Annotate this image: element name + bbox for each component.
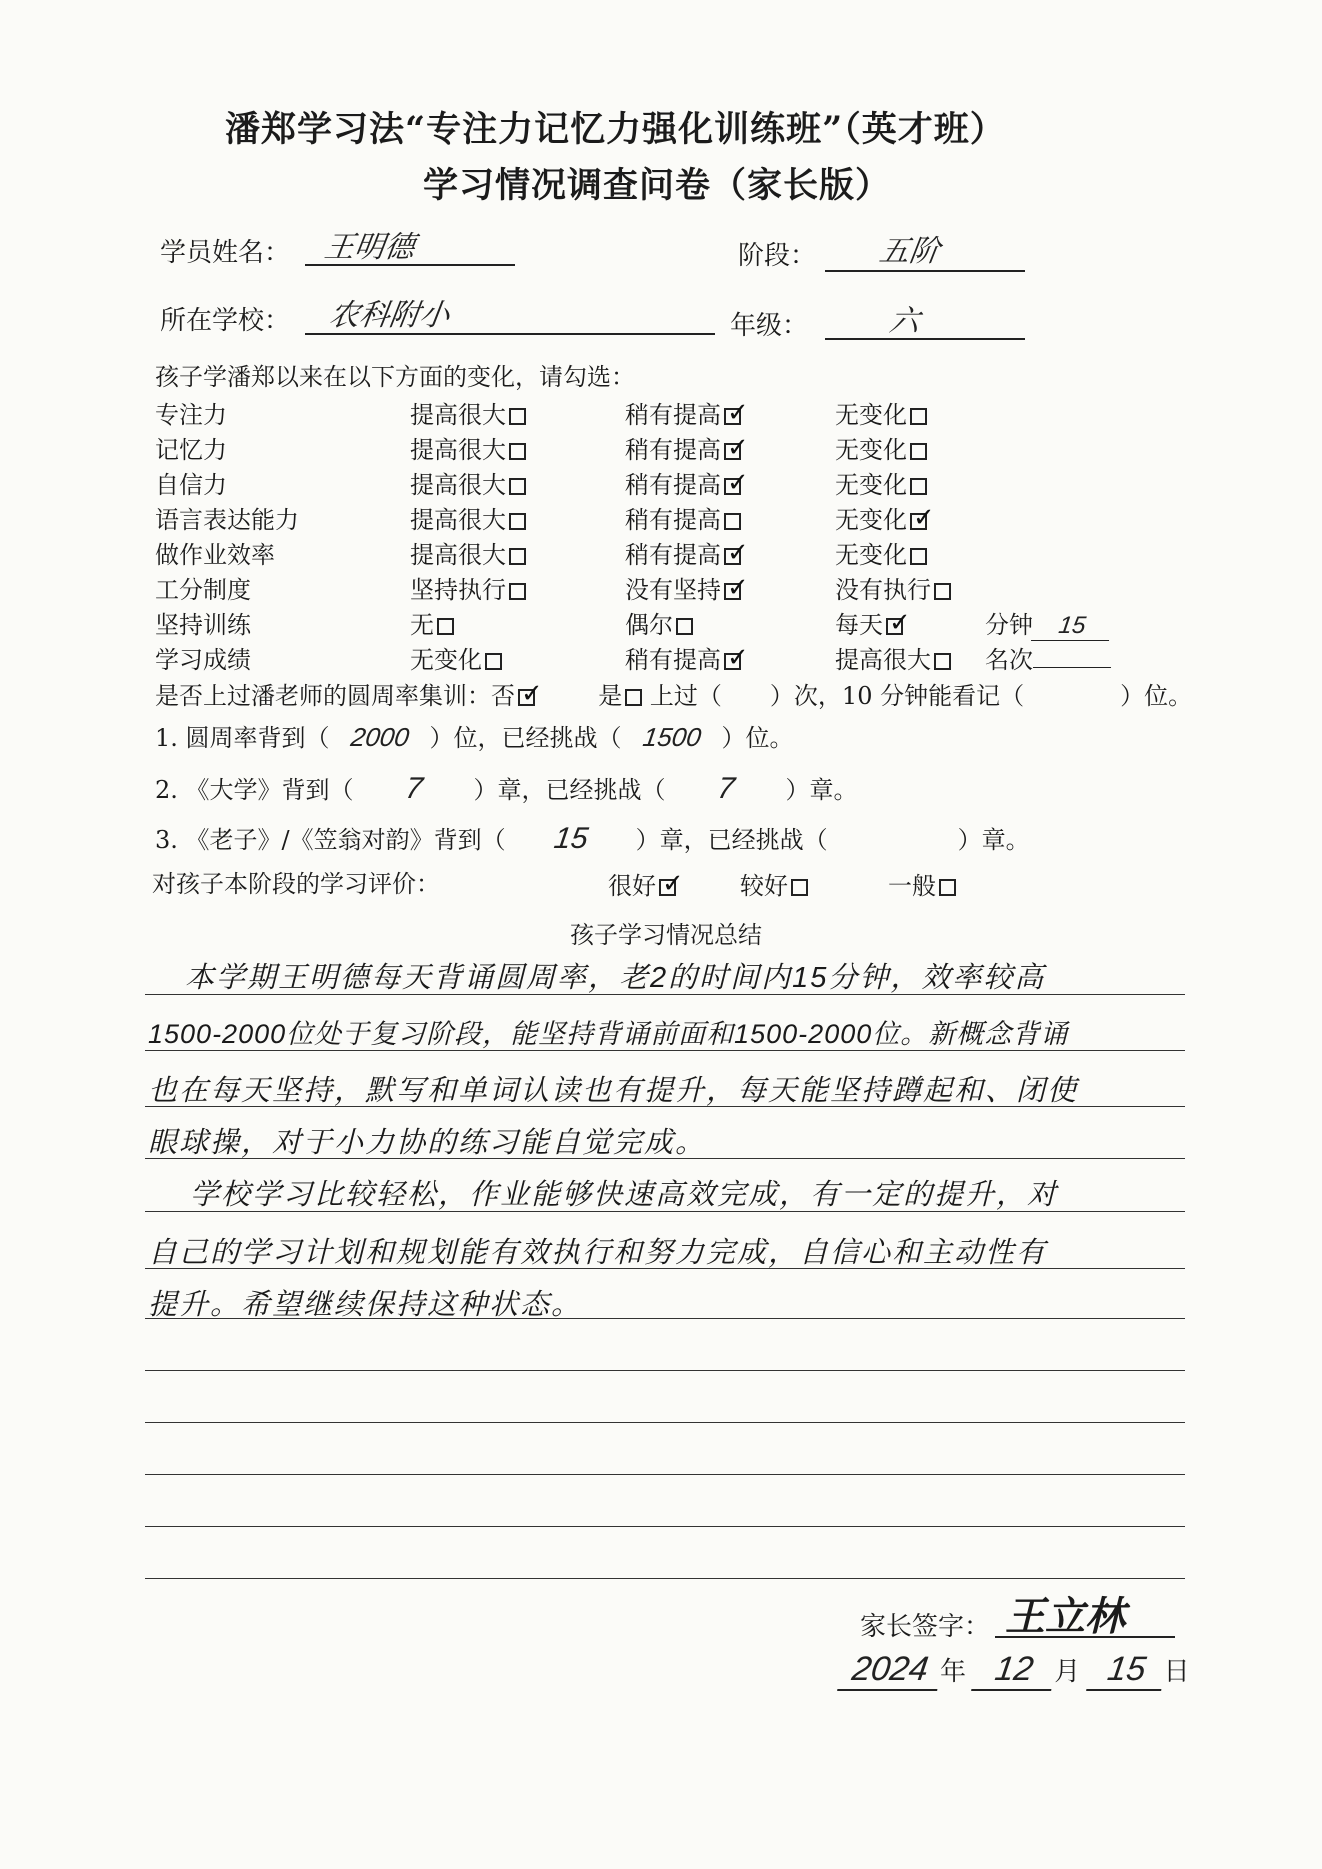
change-row-0-opt1 bbox=[410, 395, 526, 430]
option-label: 偶尔 bbox=[625, 611, 673, 639]
summary-line: 眼球操，对于小力协的练习能自觉完成。 bbox=[148, 1127, 707, 1159]
q1-middle: ）位，已经挑战（ bbox=[429, 724, 622, 752]
option-checkbox[interactable] bbox=[910, 443, 927, 460]
change-row-3-opt1 bbox=[410, 500, 526, 535]
option-label: 稍有提高 bbox=[625, 436, 721, 464]
name-underline bbox=[305, 264, 515, 266]
summary-rule bbox=[145, 1370, 1185, 1371]
q3-prefix: 3. 《老子》/《笠翁对韵》背到（ bbox=[155, 826, 506, 854]
change-row-label: 坚持训练 bbox=[155, 611, 251, 639]
option-checkbox[interactable] bbox=[724, 583, 741, 600]
change-row-4-opt2 bbox=[625, 535, 741, 570]
change-row-4-opt3 bbox=[835, 535, 927, 570]
q2-prefix: 2. 《大学》背到（ bbox=[155, 776, 354, 804]
summary-rule bbox=[145, 1526, 1185, 1527]
change-row-1-opt1 bbox=[410, 430, 526, 465]
option-label: 提高很大 bbox=[410, 541, 506, 569]
change-row-3-label bbox=[155, 500, 299, 535]
laozi-recited-value[interactable]: 15 bbox=[551, 822, 590, 855]
summary-rule bbox=[145, 1578, 1185, 1579]
name-label: 学员姓名： bbox=[160, 238, 291, 268]
eval-option-good bbox=[608, 866, 676, 901]
summary-rule bbox=[145, 1158, 1185, 1159]
eval-good-label: 很好 bbox=[608, 872, 656, 900]
summary-rule bbox=[145, 1106, 1185, 1107]
option-label: 提高很大 bbox=[410, 436, 506, 464]
change-row-0-label bbox=[155, 395, 227, 430]
stage-underline bbox=[825, 270, 1025, 272]
change-row-1-label bbox=[155, 430, 227, 465]
option-checkbox[interactable] bbox=[509, 478, 526, 495]
change-row-label: 做作业效率 bbox=[155, 541, 275, 569]
option-label: 稍有提高 bbox=[625, 646, 721, 674]
option-label: 提高很大 bbox=[410, 506, 506, 534]
summary-line: 本学期王明德每天背诵圆周率，老2的时间内15分钟，效率较高 bbox=[185, 962, 1046, 994]
date-month[interactable]: 12 bbox=[971, 1650, 1057, 1691]
change-row-3-opt2 bbox=[625, 500, 741, 535]
option-checkbox[interactable] bbox=[509, 408, 526, 425]
eval-good-checkbox[interactable] bbox=[659, 879, 676, 896]
year-unit: 年 bbox=[940, 1657, 967, 1687]
option-label: 稍有提高 bbox=[625, 401, 721, 429]
change-row-0-opt2 bbox=[625, 395, 741, 430]
option-label: 无变化 bbox=[835, 436, 907, 464]
change-row-5-label bbox=[155, 570, 251, 605]
daxue-recited-value[interactable]: 7 bbox=[402, 772, 425, 805]
change-row-label: 工分制度 bbox=[155, 576, 251, 604]
grade-underline bbox=[825, 338, 1025, 340]
change-row-2-label bbox=[155, 465, 227, 500]
parent-signature[interactable]: 王立林 bbox=[1005, 1595, 1125, 1639]
option-checkbox[interactable] bbox=[934, 583, 951, 600]
pi-yes-label: 是 bbox=[598, 682, 623, 710]
form-subtitle: 学习情况调查问卷（家长版） bbox=[423, 165, 892, 206]
option-label: 稍有提高 bbox=[625, 471, 721, 499]
option-label: 提高很大 bbox=[835, 646, 931, 674]
option-checkbox[interactable] bbox=[437, 618, 454, 635]
option-label: 无变化 bbox=[835, 401, 907, 429]
option-label: 提高很大 bbox=[410, 401, 506, 429]
change-row-0-opt3 bbox=[835, 395, 927, 430]
change-row-5-opt2 bbox=[625, 570, 741, 605]
pi-training-row bbox=[155, 676, 1192, 711]
option-label: 无变化 bbox=[835, 541, 907, 569]
stage-label: 阶段： bbox=[738, 241, 817, 271]
change-row-label: 学习成绩 bbox=[155, 646, 251, 674]
option-label: 没有坚持 bbox=[625, 576, 721, 604]
summary-line: 学校学习比较轻松，作业能够快速高效完成，有一定的提升，对 bbox=[190, 1179, 1059, 1211]
change-row-2-opt3 bbox=[835, 465, 927, 500]
change-row-label: 自信力 bbox=[155, 471, 227, 499]
option-label: 坚持执行 bbox=[410, 576, 506, 604]
q3-middle: ）章，已经挑战（ bbox=[635, 826, 828, 854]
option-label: 无变化 bbox=[835, 471, 907, 499]
eval-average-label: 一般 bbox=[888, 872, 936, 900]
option-label: 稍有提高 bbox=[625, 506, 721, 534]
q2-suffix: ）章。 bbox=[785, 776, 858, 804]
change-row-6-label bbox=[155, 605, 251, 640]
month-unit: 月 bbox=[1054, 1657, 1081, 1687]
eval-option-average bbox=[888, 866, 956, 901]
option-label: 无变化 bbox=[410, 646, 482, 674]
option-checkbox[interactable] bbox=[724, 408, 741, 425]
grade-label: 年级： bbox=[730, 311, 809, 341]
change-row-label: 专注力 bbox=[155, 401, 227, 429]
eval-fair-label: 较好 bbox=[740, 872, 788, 900]
school-value[interactable]: 农科附小 bbox=[327, 299, 452, 332]
option-checkbox[interactable] bbox=[910, 513, 927, 530]
name-value[interactable]: 王明德 bbox=[322, 231, 417, 264]
option-checkbox[interactable] bbox=[724, 443, 741, 460]
pi-recited-value[interactable]: 2000 bbox=[348, 722, 411, 752]
summary-rule bbox=[145, 994, 1185, 995]
school-label: 所在学校： bbox=[160, 306, 291, 336]
summary-rule bbox=[145, 1318, 1185, 1319]
option-checkbox[interactable] bbox=[910, 408, 927, 425]
change-row-5-opt1 bbox=[410, 570, 526, 605]
option-checkbox[interactable] bbox=[724, 653, 741, 670]
option-label: 没有执行 bbox=[835, 576, 931, 604]
change-row-1-opt3 bbox=[835, 430, 927, 465]
option-label: 每天 bbox=[835, 611, 883, 639]
option-checkbox[interactable] bbox=[509, 583, 526, 600]
signature-underline bbox=[995, 1636, 1175, 1638]
q1-suffix: ）位。 bbox=[721, 724, 794, 752]
recitation-q3 bbox=[155, 820, 1030, 856]
recitation-q1 bbox=[155, 718, 794, 753]
summary-line: 1500-2000位处于复习阶段，能坚持背诵前面和1500-2000位。新概念背诵 bbox=[148, 1019, 1069, 1049]
q3-suffix: ）章。 bbox=[957, 826, 1030, 854]
option-label: 无变化 bbox=[835, 506, 907, 534]
option-label: 稍有提高 bbox=[625, 541, 721, 569]
change-row-label: 记忆力 bbox=[155, 436, 227, 464]
change-row-3-opt3 bbox=[835, 500, 927, 535]
eval-fair-checkbox[interactable] bbox=[791, 879, 808, 896]
extra-label: 名次 bbox=[985, 646, 1033, 674]
option-label: 提高很大 bbox=[410, 471, 506, 499]
stage-value[interactable]: 五阶 bbox=[877, 235, 942, 268]
change-row-7-label bbox=[155, 640, 251, 675]
q1-prefix: 1. 圆周率背到（ bbox=[155, 724, 330, 752]
summary-rule bbox=[145, 1268, 1185, 1269]
change-row-6-opt2 bbox=[625, 605, 693, 640]
evaluation-label: 对孩子本阶段的学习评价： bbox=[152, 870, 440, 898]
summary-rule bbox=[145, 1474, 1185, 1475]
option-checkbox[interactable] bbox=[724, 513, 741, 530]
extra-label: 分钟 bbox=[985, 611, 1033, 639]
option-checkbox[interactable] bbox=[509, 548, 526, 565]
change-row-7-extra bbox=[985, 640, 1111, 675]
change-row-7-opt3 bbox=[835, 640, 951, 675]
changes-intro: 孩子学潘郑以来在以下方面的变化，请勾选： bbox=[155, 363, 635, 391]
school-underline bbox=[305, 333, 715, 335]
pi-training-question: 是否上过潘老师的圆周率集训：否 bbox=[155, 682, 515, 710]
date-day[interactable]: 15 bbox=[1086, 1650, 1167, 1691]
date-row bbox=[840, 1650, 1190, 1691]
pi-training-rest: 上过（ ）次，10 分钟能看记（ ）位。 bbox=[649, 682, 1193, 710]
change-row-4-label bbox=[155, 535, 275, 570]
change-row-6-opt3 bbox=[835, 605, 903, 640]
change-row-7-opt1 bbox=[410, 640, 502, 675]
eval-average-checkbox[interactable] bbox=[939, 879, 956, 896]
change-row-5-opt3 bbox=[835, 570, 951, 605]
summary-line: 也在每天坚持，默写和单词认读也有提升，每天能坚持蹲起和、闭使 bbox=[148, 1075, 1079, 1107]
form-title: 潘郑学习法“专注力记忆力强化训练班”（英才班） bbox=[225, 109, 1006, 150]
day-unit: 日 bbox=[1163, 1657, 1190, 1687]
option-label: 无 bbox=[410, 611, 434, 639]
extra-value[interactable] bbox=[1033, 667, 1111, 668]
summary-rule bbox=[145, 1422, 1185, 1423]
option-checkbox[interactable] bbox=[509, 443, 526, 460]
change-row-1-opt2 bbox=[625, 430, 741, 465]
pi-challenged-value[interactable]: 1500 bbox=[640, 722, 703, 752]
extra-value[interactable]: 15 bbox=[1031, 612, 1113, 641]
change-row-7-opt2 bbox=[625, 640, 741, 675]
summary-line: 提升。希望继续保持这种状态。 bbox=[148, 1289, 583, 1321]
option-checkbox[interactable] bbox=[724, 478, 741, 495]
pi-no-checkbox[interactable] bbox=[518, 689, 535, 706]
daxue-challenged-value[interactable]: 7 bbox=[714, 772, 737, 805]
change-row-2-opt1 bbox=[410, 465, 526, 500]
option-checkbox[interactable] bbox=[910, 548, 927, 565]
date-year[interactable]: 2024 bbox=[837, 1650, 943, 1691]
grade-value[interactable]: 六 bbox=[887, 305, 922, 338]
summary-line: 自己的学习计划和规划能有效执行和努力完成，自信心和主动性有 bbox=[148, 1237, 1048, 1269]
option-checkbox[interactable] bbox=[676, 618, 693, 635]
option-checkbox[interactable] bbox=[910, 478, 927, 495]
q2-middle: ）章，已经挑战（ bbox=[473, 776, 666, 804]
change-row-6-opt1 bbox=[410, 605, 454, 640]
summary-rule bbox=[145, 1211, 1185, 1212]
change-row-label: 语言表达能力 bbox=[155, 506, 299, 534]
change-row-4-opt1 bbox=[410, 535, 526, 570]
option-checkbox[interactable] bbox=[485, 653, 502, 670]
option-checkbox[interactable] bbox=[509, 513, 526, 530]
change-row-6-extra bbox=[985, 605, 1111, 641]
summary-rule bbox=[145, 1050, 1185, 1051]
change-row-2-opt2 bbox=[625, 465, 741, 500]
summary-heading: 孩子学习情况总结 bbox=[570, 921, 762, 949]
option-checkbox[interactable] bbox=[724, 548, 741, 565]
option-checkbox[interactable] bbox=[934, 653, 951, 670]
pi-yes-checkbox[interactable] bbox=[625, 689, 642, 706]
recitation-q2 bbox=[155, 770, 858, 806]
option-checkbox[interactable] bbox=[886, 618, 903, 635]
signature-label: 家长签字： bbox=[860, 1612, 991, 1642]
eval-option-fair bbox=[740, 866, 808, 901]
